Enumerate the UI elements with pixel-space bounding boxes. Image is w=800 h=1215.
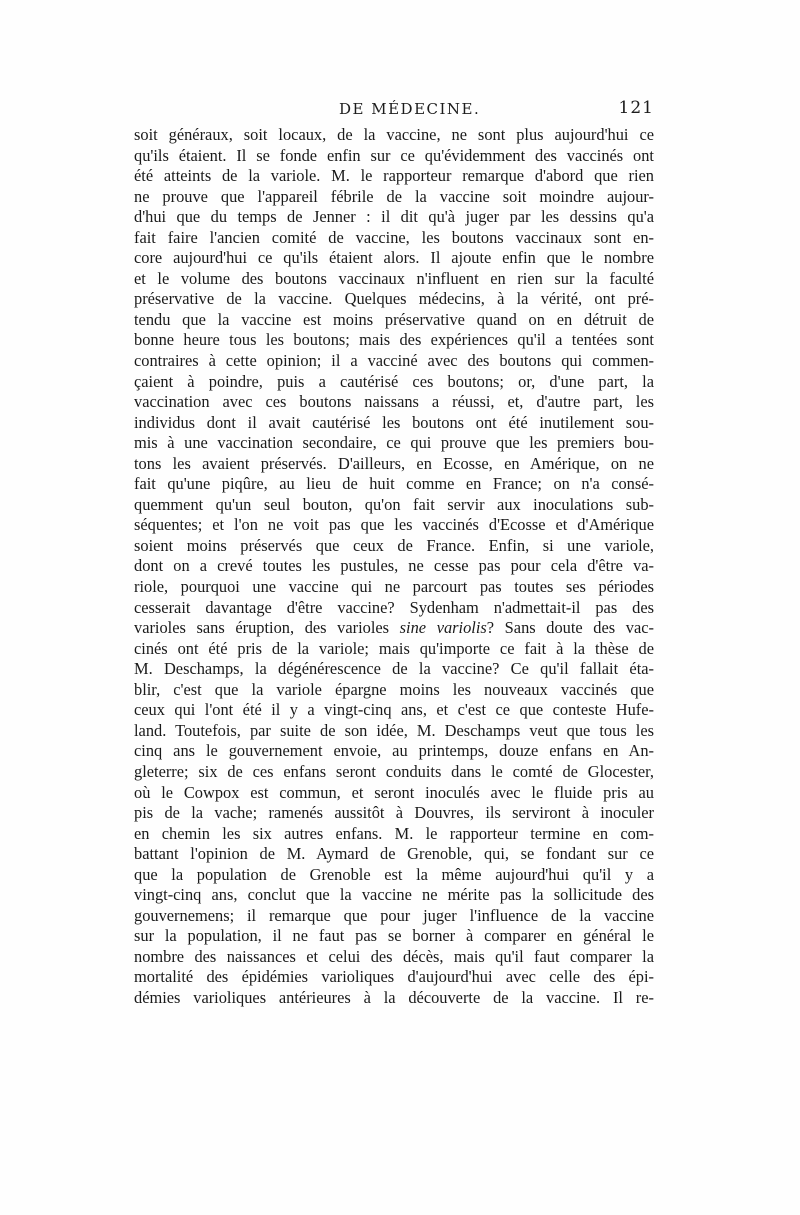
text-line: gleterre; six de ces enfans seront conduits dans le comté de Glocester,: [134, 761, 654, 781]
page-number: 121: [618, 98, 654, 118]
text-line: fait qu'une piqûre, au lieu de huit comme en France; on n'a consé-: [134, 474, 654, 494]
text-line: çaient à poindre, puis a cautérisé ces boutons; or, d'une part, la: [134, 371, 654, 391]
running-title: DE MÉDECINE.: [339, 100, 481, 118]
text-line: cesserait davantage d'être vaccine? Sydenham n'admettait-il pas des: [134, 597, 654, 617]
text-line: cinq ans le gouvernement envoie, au printemps, douze enfans en An-: [134, 741, 654, 761]
body-text: [134, 125, 654, 1009]
text-line: été atteints de la variole. M. le rapporteur remarque d'abord que rien: [134, 166, 654, 186]
text-line: battant l'opinion de M. Aymard de Grenoble, qui, se fondant sur ce: [134, 844, 654, 864]
text-line: en chemin les six autres enfans. M. le rapporteur termine en com-: [134, 823, 654, 843]
text-line: riole, pourquoi une vaccine qui ne parcourt pas toutes ses périodes: [134, 577, 654, 597]
text-line: contraires à cette opinion; il a vacciné avec des boutons qui commen-: [134, 351, 654, 371]
text-line: sur la population, il ne faut pas se borner à comparer en général le: [134, 926, 654, 946]
text-line: blir, c'est que la variole épargne moins les nouveaux vaccinés que: [134, 679, 654, 699]
text-line: mis à une vaccination secondaire, ce qui prouve que les premiers bou-: [134, 433, 654, 453]
text-line: préservative de la vaccine. Quelques médecins, à la vérité, ont pré-: [134, 289, 654, 309]
text-line: tons les avaient préservés. D'ailleurs, en Ecosse, en Amérique, on ne: [134, 453, 654, 473]
text-line: pis de la vache; ramenés aussitôt à Douvres, ils serviront à inoculer: [134, 803, 654, 823]
text-line: ceux qui l'ont été il y a vingt-cinq ans, et c'est ce que conteste Hufe-: [134, 700, 654, 720]
text-run: varioles sans éruption, des varioles: [134, 618, 400, 638]
text-line: démies varioliques antérieures à la découverte de la vaccine. Il re-: [134, 987, 654, 1007]
text-line: séquentes; et l'on ne voit pas que les vaccinés d'Ecosse et d'Amérique: [134, 515, 654, 535]
text-line: individus dont il avait cautérisé les boutons ont été inutilement sou-: [134, 412, 654, 432]
text-line: mortalité des épidémies varioliques d'aujourd'hui avec celle des épi-: [134, 967, 654, 987]
text-line: d'hui que du temps de Jenner : il dit qu'à juger par les dessins qu'a: [134, 207, 654, 227]
text-line: dont on a crevé toutes les pustules, ne cesse pas pour cela d'être va-: [134, 556, 654, 576]
text-line: bonne heure tous les boutons; mais des expériences qu'il a tentées sont: [134, 330, 654, 350]
text-line: où le Cowpox est commun, et seront inoculés avec le fluide pris au: [134, 782, 654, 802]
text-line: vaccination avec ces boutons naissans a réussi, et, d'autre part, les: [134, 392, 654, 412]
text-run: ? Sans doute des vac-: [486, 618, 654, 638]
text-line: que la population de Grenoble est la même aujourd'hui qu'il y a: [134, 864, 654, 884]
text-line: land. Toutefois, par suite de son idée, M. Deschamps veut que tous les: [134, 720, 654, 740]
italic-phrase: sine variolis: [399, 618, 487, 638]
text-line: vingt-cinq ans, conclut que la vaccine ne mérite pas la sollicitude des: [134, 885, 654, 905]
text-line: nombre des naissances et celui des décès, mais qu'il faut comparer la: [134, 946, 654, 966]
text-line: M. Deschamps, la dégénérescence de la vaccine? Ce qu'il fallait éta-: [134, 659, 654, 679]
text-line: fait faire l'ancien comité de vaccine, les boutons vaccinaux sont en-: [134, 227, 654, 247]
text-line: cinés ont été pris de la variole; mais qu'importe ce fait à la thèse de: [134, 638, 654, 658]
text-line: et le volume des boutons vaccinaux n'influent en rien sur la faculté: [134, 268, 654, 288]
text-line: quemment qu'un seul bouton, qu'on fait servir aux inoculations sub-: [134, 494, 654, 514]
text-line: tendu que la vaccine est moins préservative quand on en détruit de: [134, 309, 654, 329]
text-line: soient moins préservés que ceux de France. Enfin, si une variole,: [134, 535, 654, 555]
text-line: ne prouve que l'appareil fébrile de la vaccine soit moindre aujour-: [134, 186, 654, 206]
text-line: [134, 618, 654, 639]
running-head: [134, 100, 654, 124]
text-line: qu'ils étaient. Il se fonde enfin sur ce qu'évidemment des vaccinés ont: [134, 145, 654, 165]
text-line: gouvernemens; il remarque que pour juger l'influence de la vaccine: [134, 905, 654, 925]
text-line: core aujourd'hui ce qu'ils étaient alors. Il ajoute enfin que le nombre: [134, 248, 654, 268]
text-line: soit généraux, soit locaux, de la vaccine, ne sont plus aujourd'hui ce: [134, 125, 654, 144]
